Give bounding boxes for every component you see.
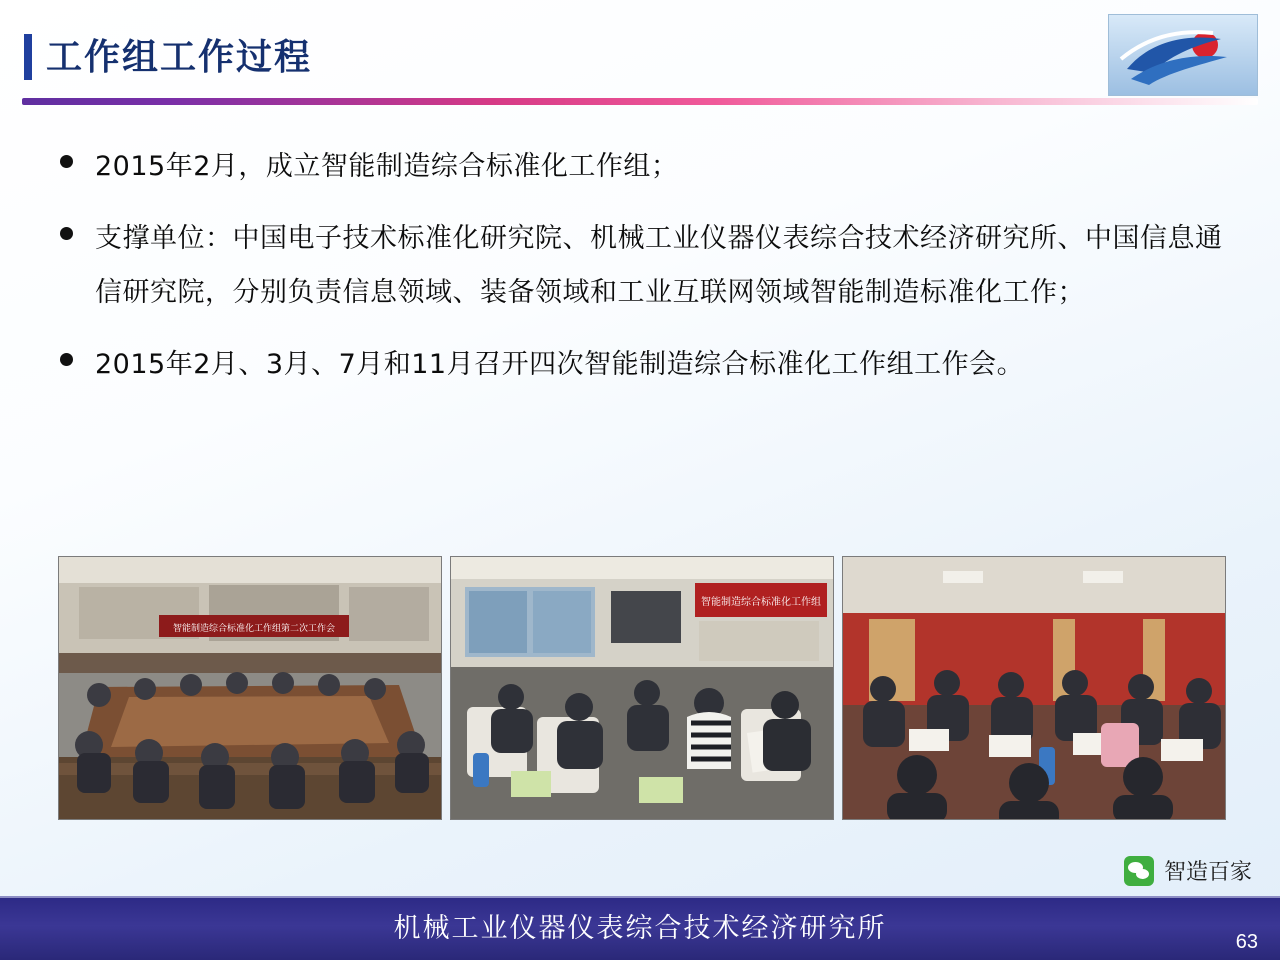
bullet-text: 2015年2月、3月、7月和11月召开四次智能制造综合标准化工作组工作会。 [95, 349, 1025, 380]
meeting-photo-1 [58, 556, 442, 820]
bullet-dot-icon [60, 353, 73, 366]
bullet-list [60, 140, 1240, 410]
header-divider [22, 98, 1258, 105]
meeting-photo-3 [842, 556, 1226, 820]
page-number: 63 [1235, 931, 1258, 953]
bullet-text: 2015年2月，成立智能制造综合标准化工作组； [95, 151, 679, 182]
wechat-badge [1124, 855, 1252, 886]
bullet-text: 支撑单位：中国电子技术标准化研究院、机械工业仪器仪表综合技术经济研究所、中国信息通信研究院，分别负责信息领域、装备领域和工业互联网领域智能制造标准化工作； [95, 223, 1223, 308]
title-accent-bar [24, 34, 32, 80]
footer-organization: 机械工业仪器仪表综合技术经济研究所 [393, 913, 887, 944]
list-item [60, 212, 1240, 320]
slide-footer [0, 896, 1280, 960]
svg-text:智能制造综合标准化工作组: 智能制造综合标准化工作组 [701, 597, 821, 608]
institute-logo [1108, 14, 1258, 96]
slide-header [0, 0, 1280, 110]
wechat-label: 智造百家 [1163, 860, 1252, 885]
page-title: 工作组工作过程 [46, 36, 313, 77]
svg-text:智能制造综合标准化工作组第二次工作会: 智能制造综合标准化工作组第二次工作会 [172, 624, 336, 634]
bullet-dot-icon [60, 155, 73, 168]
list-item [60, 338, 1240, 392]
photo-strip [58, 556, 1226, 818]
bullet-dot-icon [60, 227, 73, 240]
list-item [60, 140, 1240, 194]
title-bar [24, 26, 1084, 88]
wechat-icon [1124, 856, 1154, 886]
meeting-photo-2 [450, 556, 834, 820]
